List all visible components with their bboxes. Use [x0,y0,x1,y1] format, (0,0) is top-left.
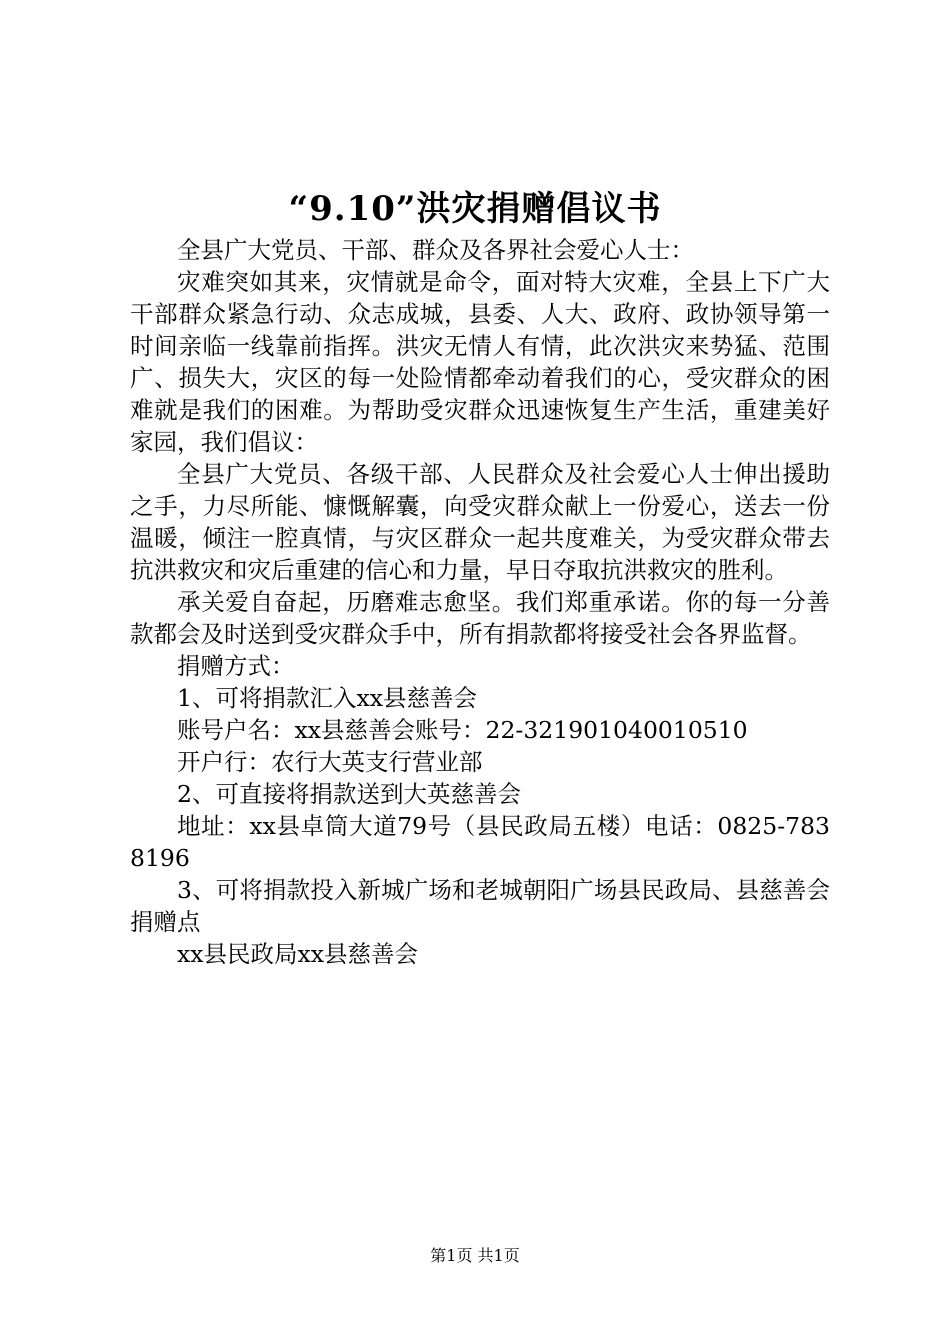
account-info: 账号户名：xx县慈善会账号：22-321901040010510 [177,716,748,744]
page-footer: 第1页 共1页 [430,1246,520,1265]
paragraph-situation: 灾难突如其来，灾情就是命令，面对特大灾难，全县上下广大干部群众紧急行动、众志成城，县委、人大、政府、政协领导第一时间亲临一线靠前指挥。洪灾无情人有情，此次洪灾来势猛、范围广、损失大，灾区的每一处险情都牵动着我们的心，受灾群众的困难就是我们的困难。为帮助受灾群众迅速恢复生产生活，重建美好家园，我们倡议： [130,268,830,456]
paragraph-promise: 承关爱自奋起，历磨难志愈坚。我们郑重承诺。你的每一分善款都会及时送到受灾群众手中，所有捐款都将接受社会各界监督。 [130,588,830,648]
bank-info: 开户行：农行大英支行营业部 [177,748,483,776]
method-3: 3、可将捐款投入新城广场和老城朝阳广场县民政局、县慈善会捐赠点 [130,876,830,936]
method-2: 2、可直接将捐款送到大英慈善会 [177,780,521,808]
paragraph-appeal: 全县广大党员、各级干部、人民群众及社会爱心人士伸出援助之手，力尽所能、慷慨解囊，向受灾群众献上一份爱心，送去一份温暖，倾注一腔真情，与灾区群众一起共度难关，为受灾群众带去抗洪救灾和灾后重建的信心和力量，早日夺取抗洪救灾的胜利。 [130,460,830,584]
document-body [130,234,830,970]
signature: xx县民政局xx县慈善会 [177,940,419,968]
donation-methods-heading: 捐赠方式： [177,652,295,680]
address-phone: 地址：xx县卓筒大道79号（县民政局五楼）电话：0825-7838196 [130,812,830,872]
salutation: 全县广大党员、干部、群众及各界社会爱心人士： [177,236,694,264]
method-1: 1、可将捐款汇入xx县慈善会 [177,684,477,712]
document-title: “9.10”洪灾捐赠倡议书 [288,189,662,229]
